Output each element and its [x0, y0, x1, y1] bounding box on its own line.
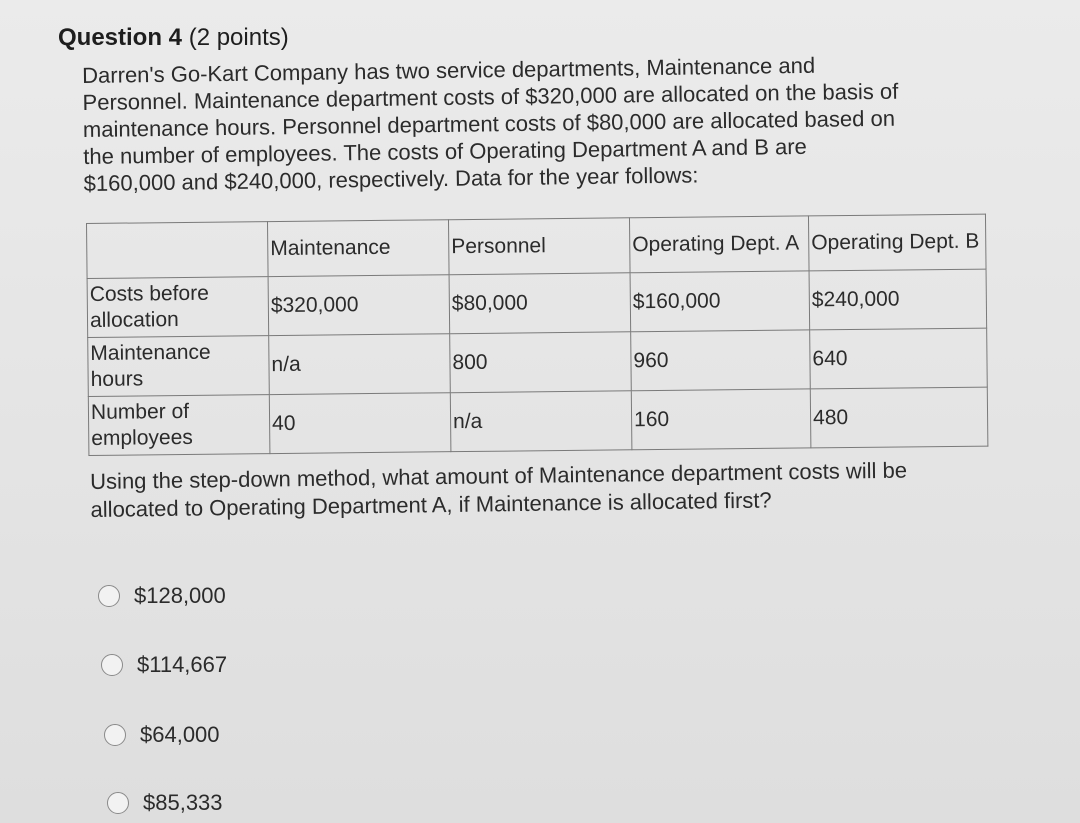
table-row	[87, 269, 987, 337]
option-label: $128,000	[134, 583, 226, 608]
question-number: Question 4	[58, 24, 183, 51]
radio-button[interactable]	[98, 585, 120, 607]
prompt-line: Using the step-down method, what amount of Maintenance department costs will be	[90, 457, 908, 494]
table-cell: $160,000	[630, 271, 810, 332]
table-header-empty	[87, 222, 269, 279]
body-line: Darren's Go-Kart Company has two service departments, Maintenance and	[82, 52, 816, 88]
table-cell: 480	[810, 387, 988, 448]
answer-option-c[interactable]	[104, 722, 220, 748]
table-row	[88, 387, 988, 455]
option-label: $85,333	[143, 790, 223, 815]
question-prompt	[90, 457, 908, 524]
table-cell: 40	[269, 393, 451, 454]
table-header-row	[87, 214, 987, 278]
answer-option-a[interactable]	[98, 583, 226, 609]
table-header-dept-b: Operating Dept. B	[808, 214, 986, 271]
radio-button[interactable]	[101, 654, 123, 676]
data-table	[86, 214, 988, 456]
table-cell: n/a	[269, 334, 451, 395]
question-points: (2 points)	[188, 24, 289, 51]
row-label: Maintenance hours	[88, 336, 270, 397]
radio-button[interactable]	[107, 792, 129, 814]
row-label: Number of employees	[88, 395, 270, 456]
table-cell: n/a	[450, 391, 632, 452]
table-cell: $320,000	[268, 275, 450, 336]
table-cell: 160	[631, 389, 811, 450]
body-line: the number of employees. The costs of Operating Department A and B are	[83, 133, 807, 169]
body-line: Personnel. Maintenance department costs of $320,000 are allocated on the basis of	[82, 78, 899, 115]
table-cell: $80,000	[449, 273, 631, 334]
table-header-maintenance: Maintenance	[267, 220, 449, 277]
body-line: maintenance hours. Personnel department costs of $80,000 are allocated based on	[82, 105, 896, 142]
table-cell: $240,000	[809, 269, 987, 330]
question-body	[82, 49, 984, 197]
option-label: $114,667	[137, 652, 228, 677]
table-header-personnel: Personnel	[448, 218, 630, 275]
prompt-line: allocated to Operating Department A, if Maintenance is allocated first?	[90, 487, 772, 522]
body-line: $160,000 and $240,000, respectively. Data for the year follows:	[83, 162, 699, 196]
table-cell: 960	[631, 330, 811, 391]
row-label: Costs before allocation	[87, 277, 269, 338]
option-label: $64,000	[140, 722, 220, 747]
answer-option-b[interactable]	[101, 652, 227, 678]
table-row	[88, 328, 988, 396]
question-title	[58, 24, 289, 52]
table-header-dept-a: Operating Dept. A	[629, 216, 809, 273]
answer-option-d[interactable]	[107, 790, 223, 816]
radio-button[interactable]	[104, 724, 126, 746]
table-cell: 640	[810, 328, 988, 389]
table-cell: 800	[450, 332, 632, 393]
